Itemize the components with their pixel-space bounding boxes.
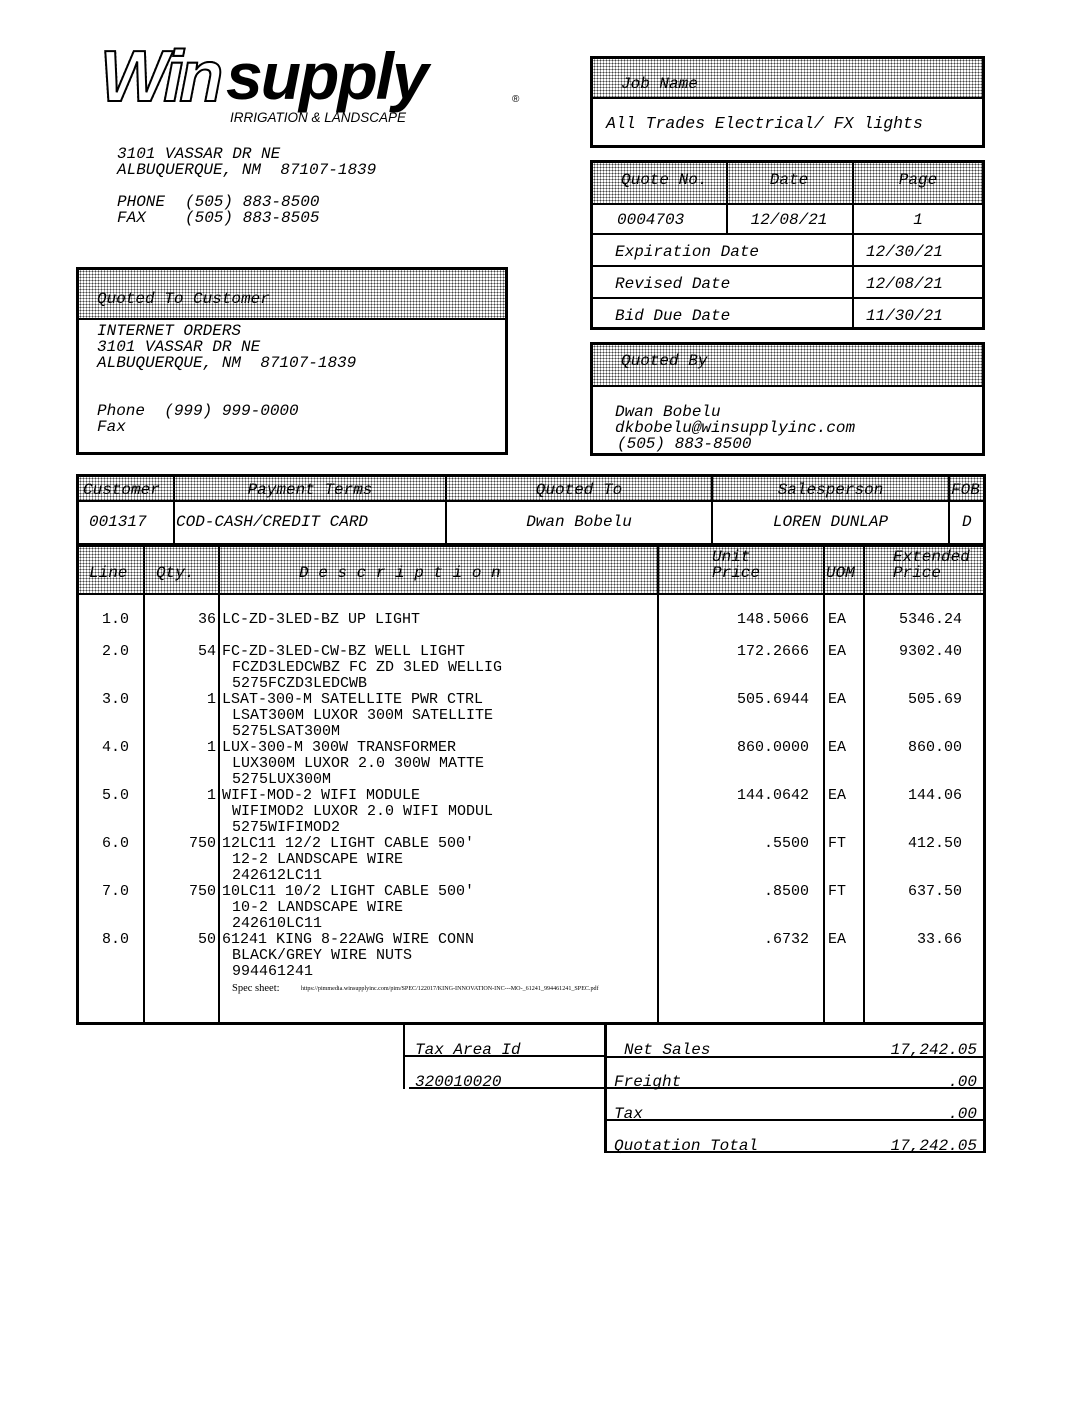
company-logo — [100, 36, 520, 131]
row-uom: EA — [828, 739, 847, 756]
quote-number: 0004703 — [617, 211, 685, 229]
logo-supply-text: supply — [226, 39, 427, 113]
line-items-table — [76, 544, 986, 1025]
row-qty: 1 — [206, 691, 216, 708]
row-d1: 10LC11 10/2 LIGHT CABLE 500' — [222, 883, 475, 900]
job-name-value: All Trades Electrical/ FX lights — [606, 114, 923, 133]
row-d2: LSAT300M LUXOR 300M SATELLITE — [232, 707, 494, 724]
row-d1: FC-ZD-3LED-CW-BZ WELL LIGHT — [222, 643, 466, 660]
row-d3: 5275LSAT300M — [232, 723, 341, 740]
customer-address-line2: ALBUQUERQUE, NM 87107-1839 — [97, 354, 357, 372]
logo-win-text: Win — [100, 37, 220, 117]
job-name-label: Job Name — [621, 75, 698, 93]
row-ext: 5346.24 — [898, 611, 962, 628]
row-price: 860.0000 — [736, 739, 809, 756]
spec-sheet-link[interactable]: https://pimmedia.winsupplyinc.com/pim/SPEC/122017/KING-INNOVATION-INC---MO-_61241_994461241_SPEC.pdf — [301, 986, 599, 992]
row-price: 505.6944 — [736, 691, 809, 708]
job-name-box — [590, 56, 985, 148]
row-uom: FT — [828, 883, 847, 900]
freight-value: .00 — [948, 1073, 977, 1091]
row-d1: WIFI-MOD-2 WIFI MODULE — [222, 787, 421, 804]
column-unit-price-1: Unit — [712, 548, 751, 566]
freight-label: Freight — [614, 1073, 682, 1091]
quoted-to-customer-label: Quoted To Customer — [97, 290, 270, 308]
row-d1: LSAT-300-M SATELLITE PWR CTRL — [222, 691, 484, 708]
row-qty: 750 — [188, 883, 216, 900]
logo-subtitle: IRRIGATION & LANDSCAPE — [230, 110, 407, 125]
header-quoted-to: Quoted To — [535, 481, 623, 499]
row-qty: 54 — [197, 643, 216, 660]
company-fax-label: FAX — [117, 209, 146, 227]
customer-info-strip — [76, 474, 986, 546]
column-uom: UOM — [826, 564, 855, 582]
quoted-by-name: Dwan Bobelu — [615, 403, 721, 421]
row-ext: 9302.40 — [898, 643, 962, 660]
row-line: 4.0 — [101, 739, 129, 756]
registered-mark: ® — [512, 94, 520, 105]
row-d3: 242610LC11 — [232, 915, 323, 932]
quote-date: 12/08/21 — [750, 211, 828, 229]
column-unit-price-2: Price — [712, 564, 761, 582]
row-d1: LUX-300-M 300W TRANSFORMER — [222, 739, 457, 756]
revised-date: 12/08/21 — [866, 275, 943, 293]
header-salesperson: Salesperson — [777, 481, 884, 499]
row-uom: EA — [828, 787, 847, 804]
row-line: 3.0 — [101, 691, 129, 708]
row-ext: 860.00 — [907, 739, 962, 756]
row-d1: 12LC11 12/2 LIGHT CABLE 500' — [222, 835, 475, 852]
quotation-total-label: Quotation Total — [614, 1137, 759, 1155]
tax-label: Tax — [614, 1105, 643, 1123]
row-price: .6732 — [763, 931, 809, 948]
net-sales-label: Net Sales — [624, 1041, 711, 1059]
net-sales-value: 17,242.05 — [890, 1041, 977, 1059]
bid-due-date-label: Bid Due Date — [615, 307, 731, 325]
quote-details-box — [590, 160, 985, 330]
row-ext: 637.50 — [907, 883, 962, 900]
row-price: 144.0642 — [736, 787, 809, 804]
tax-value: .00 — [948, 1105, 977, 1123]
row-d2: LUX300M LUXOR 2.0 300W MATTE — [232, 755, 485, 772]
row-uom: EA — [828, 931, 847, 948]
row-line: 5.0 — [101, 787, 129, 804]
header-fob: FOB — [951, 481, 980, 499]
row-d3: 242612LC11 — [232, 867, 323, 884]
quote-date-label: Date — [769, 171, 809, 189]
customer-phone: Phone (999) 999-0000 — [97, 402, 299, 420]
row-ext: 412.50 — [907, 835, 962, 852]
row-uom: EA — [828, 643, 847, 660]
row-line: 2.0 — [101, 643, 129, 660]
row-ext: 505.69 — [907, 691, 962, 708]
salesperson-name: LOREN DUNLAP — [772, 513, 889, 531]
row-d2: FCZD3LEDCWBZ FC ZD 3LED WELLIG — [232, 659, 503, 676]
row-ext: 33.66 — [916, 931, 962, 948]
row-qty: 50 — [197, 931, 216, 948]
row-price: .8500 — [763, 883, 809, 900]
expiration-date: 12/30/21 — [866, 243, 943, 261]
row-line: 6.0 — [101, 835, 129, 852]
customer-fax: Fax — [97, 418, 126, 436]
customer-number: 001317 — [89, 513, 147, 531]
column-extended-price-1: Extended — [893, 548, 970, 566]
row-qty: 750 — [188, 835, 216, 852]
row-line: 1.0 — [101, 611, 129, 628]
row-uom: EA — [828, 691, 847, 708]
row-uom: EA — [828, 611, 847, 628]
row-line: 8.0 — [101, 931, 129, 948]
company-address-line2: ALBUQUERQUE, NM 87107-1839 — [117, 161, 377, 179]
row-d3: 5275LUX300M — [232, 771, 332, 788]
quoted-to-customer-box — [76, 267, 508, 455]
row-d3: 5275WIFIMOD2 — [232, 819, 341, 836]
row-qty: 36 — [197, 611, 216, 628]
company-fax: (505) 883-8505 — [185, 209, 320, 227]
row-line: 7.0 — [101, 883, 129, 900]
quotation-total-value: 17,242.05 — [890, 1137, 977, 1155]
spec-sheet-label: Spec sheet: — [232, 983, 280, 994]
column-qty: Qty. — [156, 564, 195, 582]
column-description: D e s c r i p t i o n — [299, 564, 501, 582]
customer-name: INTERNET ORDERS — [97, 322, 242, 340]
row-price: 172.2666 — [736, 643, 809, 660]
customer-address-line1: 3101 VASSAR DR NE — [97, 338, 261, 356]
quoted-by-box — [590, 342, 985, 456]
company-address-line1: 3101 VASSAR DR NE — [117, 145, 281, 163]
header-payment-terms: Payment Terms — [247, 481, 373, 499]
row-d3: 994461241 — [232, 963, 314, 980]
header-customer: Customer — [83, 481, 160, 499]
quoted-by-phone: (505) 883-8500 — [617, 435, 752, 453]
company-phone-label: PHONE — [117, 193, 166, 211]
bid-due-date: 11/30/21 — [866, 307, 943, 325]
company-phone: (505) 883-8500 — [185, 193, 320, 211]
row-d1: LC-ZD-3LED-BZ UP LIGHT — [222, 611, 421, 628]
row-d2: BLACK/GREY WIRE NUTS — [232, 947, 413, 964]
row-d3: 5275FCZD3LEDCWB — [232, 675, 368, 692]
row-d2: WIFIMOD2 LUXOR 2.0 WIFI MODUL — [232, 803, 494, 820]
row-d1: 61241 KING 8-22AWG WIRE CONN — [222, 931, 475, 948]
quoted-to-name: Dwan Bobelu — [526, 513, 632, 531]
totals-box — [604, 1025, 986, 1153]
tax-area-box — [403, 1025, 606, 1089]
row-price: .5500 — [763, 835, 809, 852]
row-qty: 1 — [206, 739, 216, 756]
row-price: 148.5066 — [736, 611, 809, 628]
quoted-by-email: dkbobelu@winsupplyinc.com — [615, 419, 856, 437]
quoted-by-label: Quoted By — [621, 352, 708, 370]
tax-area-label: Tax Area Id — [415, 1041, 521, 1059]
expiration-date-label: Expiration Date — [615, 243, 760, 261]
quote-page-label: Page — [898, 171, 938, 189]
column-line: Line — [89, 564, 128, 582]
column-extended-price-2: Price — [893, 564, 942, 582]
row-d2: 12-2 LANDSCAPE WIRE — [232, 851, 404, 868]
quote-no-label: Quote No. — [621, 171, 708, 189]
row-qty: 1 — [206, 787, 216, 804]
fob-value: D — [962, 513, 972, 531]
quote-page: 1 — [913, 211, 923, 229]
row-d2: 10-2 LANDSCAPE WIRE — [232, 899, 404, 916]
payment-terms: COD-CASH/CREDIT CARD — [176, 513, 369, 531]
tax-area-value: 320010020 — [415, 1073, 502, 1091]
revised-date-label: Revised Date — [615, 275, 731, 293]
row-ext: 144.06 — [907, 787, 962, 804]
row-uom: FT — [828, 835, 847, 852]
